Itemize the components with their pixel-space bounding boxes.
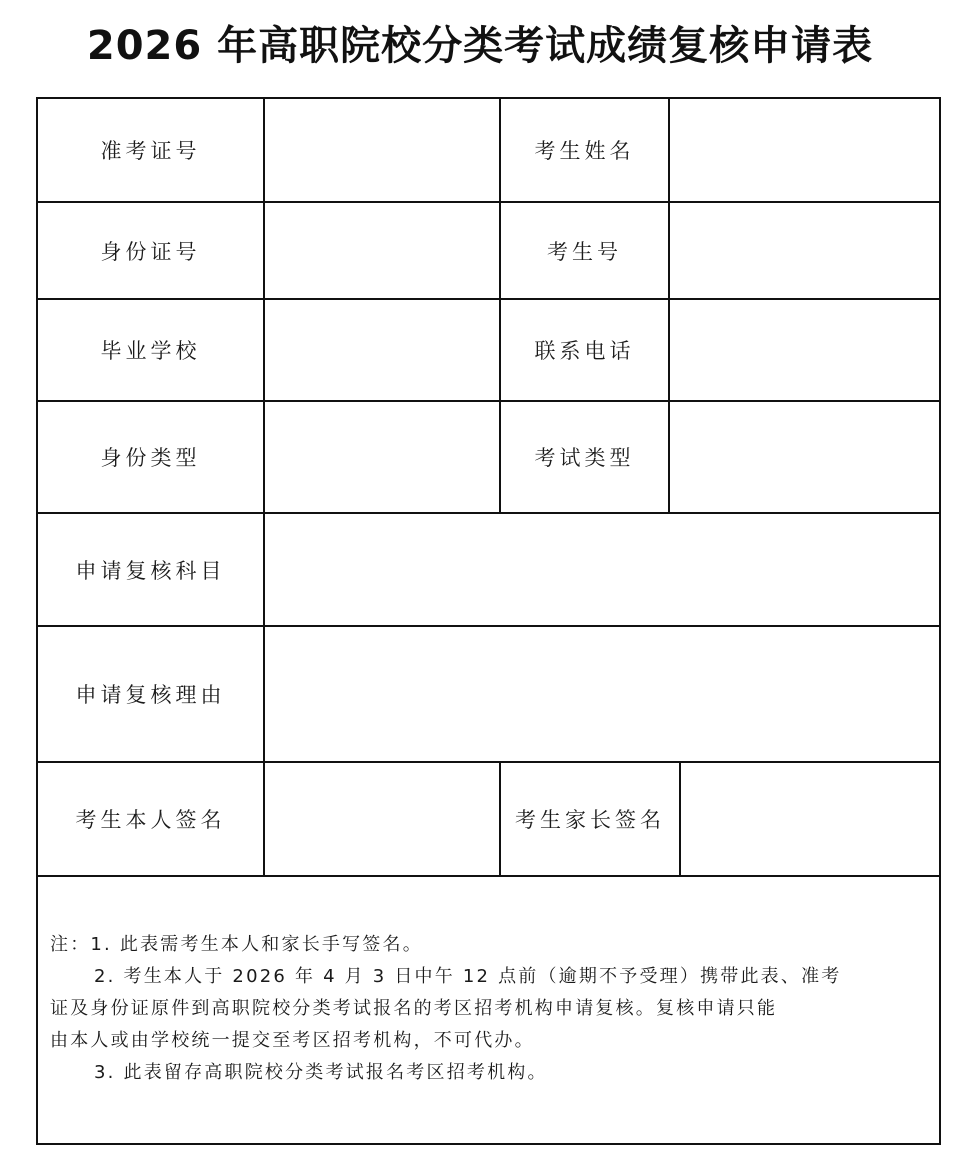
label-cell-admission-ticket [38, 99, 263, 201]
candidate-number-field[interactable] [670, 203, 939, 298]
review-subjects-field[interactable] [265, 514, 939, 625]
student-signature-field[interactable] [265, 763, 499, 875]
candidate-number-label: 考生号 [547, 239, 622, 264]
id-number-field[interactable] [265, 203, 499, 298]
label-cell-student-name [501, 99, 668, 201]
note-line-3: 证及身份证原件到高职院校分类考试报名的考区招考机构申请复核。复核申请只能 [50, 998, 778, 1019]
label-cell-identity-type [38, 402, 263, 512]
exam-type-field[interactable] [670, 402, 939, 512]
page-title: 2026 年高职院校分类考试成绩复核申请表 [86, 23, 874, 69]
phone-field[interactable] [670, 300, 939, 400]
label-cell-id-number [38, 203, 263, 298]
label-cell-candidate-number [501, 203, 668, 298]
note-line-5: 3. 此表留存高职院校分类考试报名考区招考机构。 [94, 1062, 548, 1083]
id-number-label: 身份证号 [100, 239, 201, 264]
label-cell-parent-signature [501, 763, 679, 875]
row-divider [38, 875, 939, 877]
identity-type-label: 身份类型 [100, 446, 201, 470]
label-cell-review-subjects [38, 514, 263, 625]
parent-signature-field[interactable] [681, 763, 939, 875]
notes-section [50, 929, 928, 1089]
review-application-form [36, 97, 941, 1145]
review-reason-label: 申请复核理由 [75, 683, 226, 707]
label-cell-review-reason [38, 627, 263, 761]
graduating-school-label: 毕业学校 [100, 339, 201, 363]
note-line-1: 注：1. 此表需考生本人和家长手写签名。 [50, 934, 423, 955]
label-cell-exam-type [501, 402, 668, 512]
label-cell-phone [501, 300, 668, 400]
review-reason-field[interactable] [265, 627, 939, 761]
identity-type-field[interactable] [265, 402, 499, 512]
exam-type-label: 考试类型 [534, 446, 635, 470]
label-cell-graduating-school [38, 300, 263, 400]
graduating-school-field[interactable] [265, 300, 499, 400]
note-line-2: 2. 考生本人于 2026 年 4 月 3 日中午 12 点前（逾期不予受理）携带此表、准考 [94, 966, 842, 987]
note-line-4: 由本人或由学校统一提交至考区招考机构，不可代办。 [50, 1030, 535, 1051]
parent-signature-label: 考生家长签名 [515, 808, 665, 832]
review-subjects-label: 申请复核科目 [75, 558, 226, 583]
label-cell-student-signature [38, 763, 263, 875]
student-signature-label: 考生本人签名 [75, 808, 226, 832]
student-name-label: 考生姓名 [534, 139, 635, 163]
student-name-field[interactable] [670, 99, 939, 201]
phone-label: 联系电话 [534, 339, 635, 363]
admission-ticket-label: 准考证号 [100, 139, 201, 163]
admission-ticket-field[interactable] [265, 99, 499, 201]
